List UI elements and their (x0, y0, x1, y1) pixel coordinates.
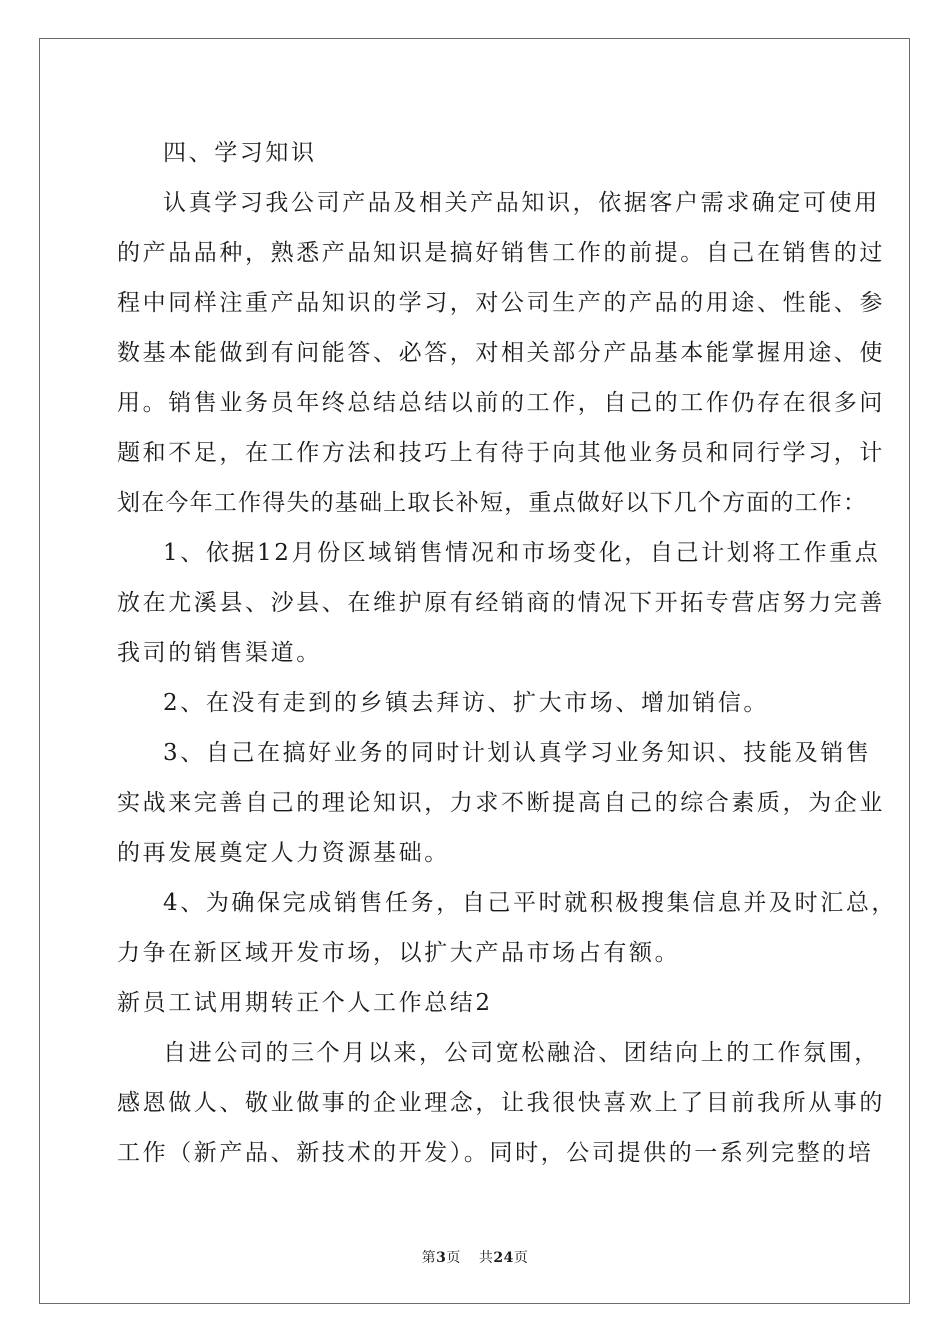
list-item-line: 4、为确保完成销售任务，自己平时就积极搜集信息并及时汇总， (163, 890, 898, 916)
paragraph-line: 力争在新区域开发市场，以扩大产品市场占有额。 (117, 940, 681, 966)
paragraph-line: 的产品品种，熟悉产品知识是搞好销售工作的前提。自己在销售的过 (117, 240, 885, 266)
paragraph-line: 我司的销售渠道。 (117, 640, 322, 666)
paragraph-line: 的再发展奠定人力资源基础。 (117, 840, 450, 866)
paragraph-line: 数基本能做到有问能答、必答，对相关部分产品基本能掌握用途、使 (117, 340, 885, 366)
page-unit: 页 (446, 1250, 461, 1266)
document-body (117, 128, 898, 1178)
list-item-line: 1、依据12月份区域销售情况和市场变化，自己计划将工作重点 (163, 540, 881, 566)
paragraph-line: 实战来完善自己的理论知识，力求不断提高自己的综合素质，为企业 (117, 790, 885, 816)
paragraph-line: 自进公司的三个月以来，公司宽松融洽、团结向上的工作氛围， (163, 1040, 880, 1066)
total-prefix: 共 (478, 1250, 494, 1266)
paragraph-line: 用。销售业务员年终总结总结以前的工作，自己的工作仍存在很多问 (117, 390, 885, 416)
total-unit: 页 (513, 1250, 529, 1266)
total-page-number: 24 (493, 1250, 514, 1266)
current-page-number: 3 (436, 1250, 447, 1266)
paragraph-line: 题和不足，在工作方法和技巧上有待于向其他业务员和同行学习，计 (117, 440, 885, 466)
paragraph-line: 感恩做人、敬业做事的企业理念，让我很快喜欢上了目前我所从事的 (117, 1090, 885, 1116)
page-footer (0, 1247, 950, 1267)
paragraph-line: 认真学习我公司产品及相关产品知识，依据客户需求确定可使用 (163, 190, 880, 216)
section-heading: 四、学习知识 (163, 140, 317, 166)
page-prefix: 第 (421, 1250, 437, 1266)
paragraph-line: 划在今年工作得失的基础上取长补短，重点做好以下几个方面的工作： (117, 490, 868, 516)
paragraph-line: 程中同样注重产品知识的学习，对公司生产的产品的用途、性能、参 (117, 290, 885, 316)
paragraph-line: 工作（新产品、新技术的开发）。同时，公司提供的一系列完整的培 (117, 1140, 874, 1166)
list-item-line: 3、自己在搞好业务的同时计划认真学习业务知识、技能及销售 (163, 740, 872, 766)
paragraph-line: 放在尤溪县、沙县、在维护原有经销商的情况下开拓专营店努力完善 (117, 590, 885, 616)
section-title: 新员工试用期转正个人工作总结2 (117, 990, 493, 1016)
list-item-line: 2、在没有走到的乡镇去拜访、扩大市场、增加销信。 (163, 690, 770, 716)
